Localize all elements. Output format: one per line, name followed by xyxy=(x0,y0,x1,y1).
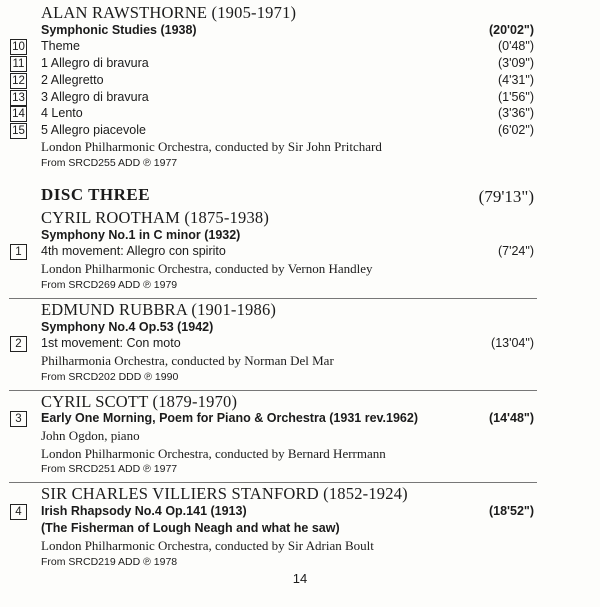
composer-heading: EDMUND RUBBRA (1901-1986) xyxy=(41,300,277,319)
track-duration: (18'52") xyxy=(488,504,534,518)
page-number: 14 xyxy=(292,571,308,586)
track-number: 14 xyxy=(10,106,27,122)
track-title: Theme xyxy=(41,39,80,53)
track-title: 1st movement: Con moto xyxy=(41,336,181,350)
track-title: 1 Allegro di bravura xyxy=(41,56,149,70)
composer-heading: CYRIL SCOTT (1879-1970) xyxy=(41,392,238,411)
track-number: 13 xyxy=(10,90,27,106)
work-title: Irish Rhapsody No.4 Op.141 (1913) xyxy=(41,504,247,518)
track-number: 4 xyxy=(10,504,27,520)
work-subtitle: (The Fisherman of Lough Neagh and what he saw) xyxy=(41,521,340,535)
track-duration: (3'09") xyxy=(497,56,534,70)
composer-heading: ALAN RAWSTHORNE (1905-1971) xyxy=(41,3,297,22)
work-title: Symphony No.4 Op.53 (1942) xyxy=(41,320,214,334)
composer-heading: SIR CHARLES VILLIERS STANFORD (1852-1924) xyxy=(41,484,408,503)
work-title: Symphonic Studies (1938) xyxy=(41,23,197,37)
track-title: 4th movement: Allegro con spirito xyxy=(41,244,226,258)
track-title: 4 Lento xyxy=(41,106,83,120)
work-title: Early One Morning, Poem for Piano & Orchestra (1931 rev.1962) xyxy=(41,411,418,425)
performer-credit: London Philharmonic Orchestra, conducted by Vernon Handley xyxy=(41,261,373,276)
track-duration: (6'02") xyxy=(497,123,534,137)
performer-credit: London Philharmonic Orchestra, conducted by Sir John Pritchard xyxy=(41,139,382,154)
track-number: 3 xyxy=(10,411,27,427)
track-number: 1 xyxy=(10,244,27,260)
track-duration: (13'04") xyxy=(491,336,534,350)
track-number: 11 xyxy=(10,56,27,72)
track-duration: (3'36") xyxy=(497,106,534,120)
track-duration: (7'24") xyxy=(497,244,534,258)
performer-credit: London Philharmonic Orchestra, conducted by Sir Adrian Boult xyxy=(41,538,374,553)
soloist-credit: John Ogdon, piano xyxy=(41,428,140,443)
disc-duration: (79'13") xyxy=(478,187,534,206)
track-title: 5 Allegro piacevole xyxy=(41,123,146,137)
track-number: 10 xyxy=(10,39,27,55)
source-info: From SRCD255 ADD ℗ 1977 xyxy=(41,157,178,169)
performer-credit: London Philharmonic Orchestra, conducted by Bernard Herrmann xyxy=(41,446,386,461)
disc-heading: DISC THREE xyxy=(41,185,151,204)
work-title: Symphony No.1 in C minor (1932) xyxy=(41,228,241,242)
composer-heading: CYRIL ROOTHAM (1875-1938) xyxy=(41,208,270,227)
source-info: From SRCD251 ADD ℗ 1977 xyxy=(41,463,178,475)
track-number: 2 xyxy=(10,336,27,352)
track-duration: (14'48") xyxy=(488,411,534,425)
section-divider xyxy=(9,298,537,299)
source-info: From SRCD269 ADD ℗ 1979 xyxy=(41,279,178,291)
track-title: 2 Allegretto xyxy=(41,73,104,87)
track-title: 3 Allegro di bravura xyxy=(41,90,149,104)
source-info: From SRCD219 ADD ℗ 1978 xyxy=(41,556,178,568)
section-divider xyxy=(9,482,537,483)
track-duration: (1'56") xyxy=(497,90,534,104)
track-number: 12 xyxy=(10,73,27,89)
track-number: 15 xyxy=(10,123,27,139)
track-duration: (4'31") xyxy=(497,73,534,87)
track-duration: (0'48") xyxy=(497,39,534,53)
section-divider xyxy=(9,390,537,391)
source-info: From SRCD202 DDD ℗ 1990 xyxy=(41,371,179,383)
performer-credit: Philharmonia Orchestra, conducted by Norman Del Mar xyxy=(41,353,334,368)
work-total-duration: (20'02") xyxy=(488,23,534,37)
